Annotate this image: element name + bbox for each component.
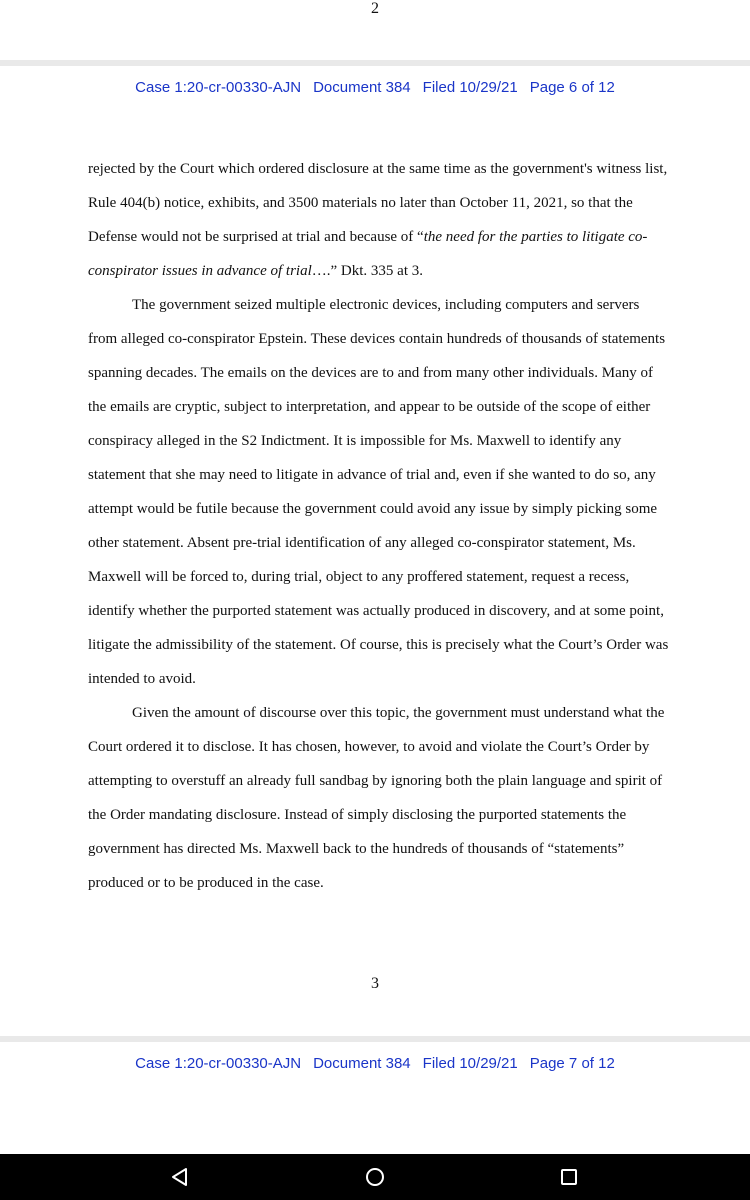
back-button[interactable] — [168, 1165, 192, 1189]
text-line: spanning decades. The emails on the devices are to and from many other individuals. Many of — [88, 365, 653, 381]
case-header-page-7 — [0, 1055, 750, 1072]
text-line: government has directed Ms. Maxwell back to the hundreds of thousands of “statements” — [88, 841, 625, 857]
text-line: from alleged co-conspirator Epstein. These devices contain hundreds of thousands of statements — [88, 331, 666, 347]
text-line: The government seized multiple electronic devices, including computers and servers — [132, 297, 640, 313]
paragraph-2 — [88, 288, 668, 696]
citation: ….” Dkt. 335 at 3. — [311, 263, 423, 279]
page-number: 3 — [371, 975, 379, 992]
text-line — [88, 254, 668, 288]
paragraph-3 — [88, 696, 668, 900]
home-button[interactable] — [363, 1165, 387, 1189]
text-line: Rule 404(b) notice, exhibits, and 3500 materials no later than October 11, 2021, so that the — [88, 195, 633, 211]
text-segment: Defense would not be surprised at trial and because of “ — [88, 229, 424, 245]
document-number: Document 384 — [313, 1055, 411, 1072]
filed-date: Filed 10/29/21 — [422, 1055, 518, 1072]
document-body — [88, 152, 668, 900]
text-line: produced or to be produced in the case. — [88, 875, 324, 891]
italic-quote: the need for the parties to litigate co- — [423, 229, 648, 245]
case-number: Case 1:20-cr-00330-AJN — [135, 79, 302, 96]
text-line: the Order mandating disclosure. Instead of simply disclosing the purported statements the — [88, 807, 627, 823]
text-line: rejected by the Court which ordered disclosure at the same time as the government's witness list, — [88, 161, 668, 177]
page-separator — [0, 60, 750, 66]
recents-square-icon — [557, 1165, 581, 1189]
italic-quote: conspirator issues in advance of trial — [88, 263, 312, 279]
text-line: conspiracy alleged in the S2 Indictment. It is impossible for Ms. Maxwell to identify any — [88, 433, 622, 449]
text-line — [88, 220, 668, 254]
back-triangle-icon — [168, 1165, 192, 1189]
android-navigation-bar — [0, 1154, 750, 1200]
text-line: attempt would be futile because the government could avoid any issue by simply picking some — [88, 501, 658, 517]
text-line: other statement. Absent pre-trial identification of any alleged co-conspirator statement, Ms. — [88, 535, 636, 551]
document-number: Document 384 — [313, 79, 411, 96]
paragraph-1 — [88, 152, 668, 288]
recents-button[interactable] — [557, 1165, 581, 1189]
page-indicator: Page 7 of 12 — [529, 1055, 615, 1072]
page-separator — [0, 1036, 750, 1042]
text-line: the emails are cryptic, subject to interpretation, and appear to be outside of the scope of either — [88, 399, 651, 415]
case-header-page-6 — [0, 79, 750, 96]
text-line: Maxwell will be forced to, during trial, object to any proffered statement, request a recess, — [88, 569, 630, 585]
filed-date: Filed 10/29/21 — [422, 79, 518, 96]
text-line: Court ordered it to disclose. It has chosen, however, to avoid and violate the Court’s Order by — [88, 739, 650, 755]
text-line: litigate the admissibility of the statement. Of course, this is precisely what the Court’s Order was — [88, 637, 669, 653]
home-circle-icon — [363, 1165, 387, 1189]
text-line: Given the amount of discourse over this topic, the government must understand what the — [132, 705, 665, 721]
previous-page-number: 2 — [371, 0, 379, 17]
text-line: identify whether the purported statement was actually produced in discovery, and at some point, — [88, 603, 664, 619]
text-line: intended to avoid. — [88, 671, 196, 687]
text-line: statement that she may need to litigate in advance of trial and, even if she wanted to do so, any — [88, 467, 656, 483]
page-indicator: Page 6 of 12 — [529, 79, 615, 96]
case-number: Case 1:20-cr-00330-AJN — [135, 1055, 302, 1072]
text-line: attempting to overstuff an already full sandbag by ignoring both the plain language and spirit of — [88, 773, 663, 789]
